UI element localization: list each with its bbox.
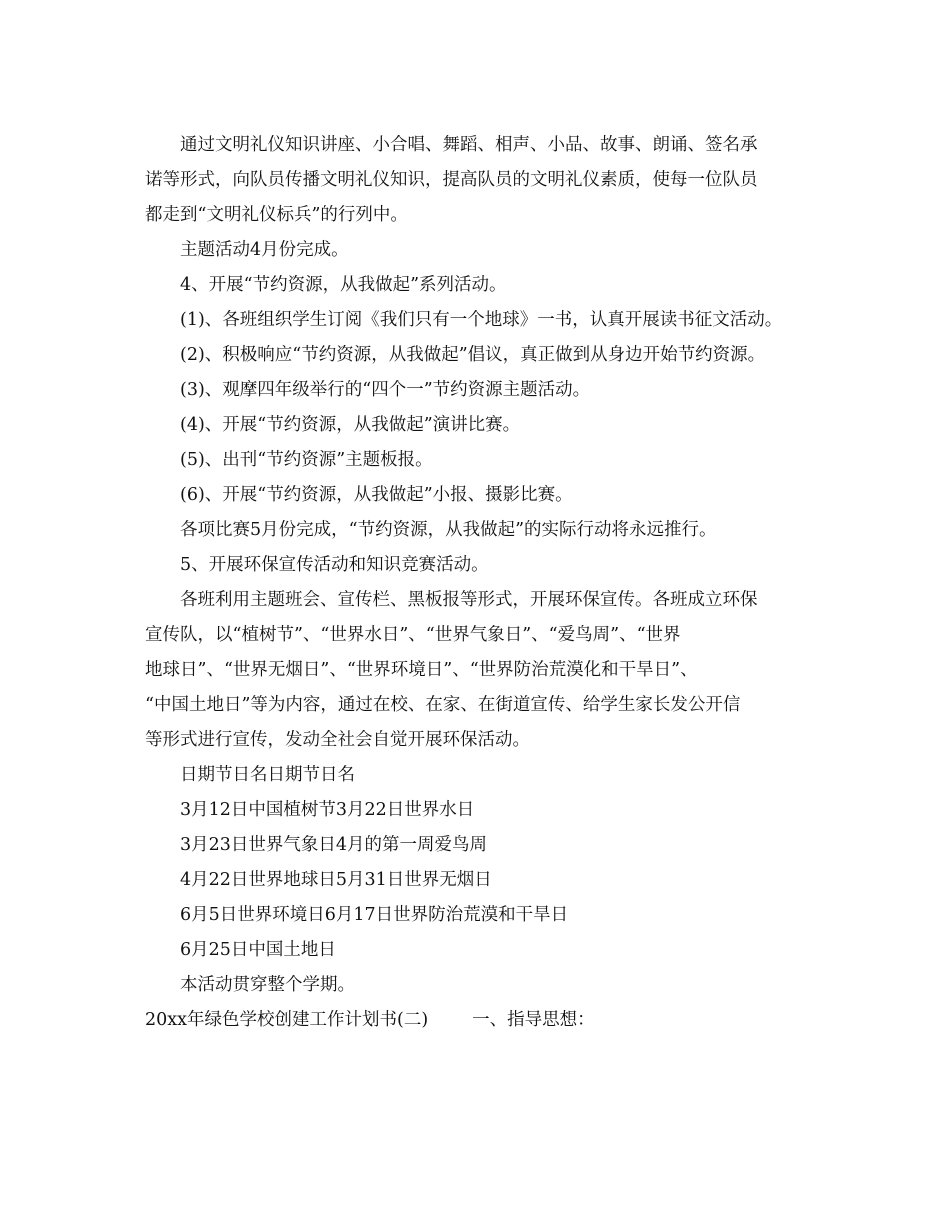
paragraph-line: 4月22日世界地球日5月31日世界无烟日 [180, 870, 492, 890]
festival-table-header [0, 758, 950, 793]
paragraph-line: (3)、观摩四年级举行的“四个一”节约资源主题活动。 [180, 380, 591, 400]
paragraph-line: 3月23日世界气象日4月的第一周爱鸟周 [180, 835, 488, 855]
paragraph-line: 主题活动4月份完成。 [180, 240, 349, 260]
sub-item-3 [0, 373, 950, 408]
festival-row [0, 898, 950, 933]
document-title: 20xx年绿色学校创建工作计划书(二) [145, 1010, 429, 1030]
document-body [0, 128, 950, 1038]
item-5-heading [0, 548, 950, 583]
paragraph-line: 3月12日中国植树节3月22日世界水日 [180, 800, 475, 820]
paragraph-line: 宣传队，以“植树节”、“世界水日”、“世界气象日”、“爱鸟周”、“世界 [145, 625, 681, 645]
paragraph-line: 日期节日名日期节日名 [180, 765, 355, 785]
paragraph-line: 本活动贯穿整个学期。 [180, 975, 355, 995]
paragraph-line: 地球日”、“世界无烟日”、“世界环境日”、“世界防治荒漠化和干旱日”、 [145, 660, 698, 680]
next-document-heading [0, 1003, 950, 1038]
paragraph-line: 都走到“文明礼仪标兵”的行列中。 [145, 205, 408, 225]
paragraph-april-deadline [0, 233, 950, 268]
festival-row [0, 828, 950, 863]
sub-item-1 [0, 303, 950, 338]
sub-item-4 [0, 408, 950, 443]
paragraph-etiquette-activities [0, 128, 950, 233]
paragraph-environmental-publicity [0, 583, 950, 758]
paragraph-line: 等形式进行宣传，发动全社会自觉开展环保活动。 [145, 730, 530, 750]
paragraph-line: (5)、出刊“节约资源”主题板报。 [180, 450, 433, 470]
section-title: 一、指导思想： [472, 1010, 595, 1030]
paragraph-may-deadline [0, 513, 950, 548]
festival-row [0, 933, 950, 968]
heading-line [0, 1003, 950, 1038]
paragraph-line: 6月25日中国土地日 [180, 940, 336, 960]
sub-item-2 [0, 338, 950, 373]
paragraph-line: (1)、各班组织学生订阅《我们只有一个地球》一书，认真开展读书征文活动。 [180, 310, 783, 330]
paragraph-line: (4)、开展“节约资源，从我做起”演讲比赛。 [180, 415, 521, 435]
festival-row [0, 863, 950, 898]
item-4-heading [0, 268, 950, 303]
sub-item-6 [0, 478, 950, 513]
paragraph-semester-duration [0, 968, 950, 1003]
paragraph-line: 通过文明礼仪知识讲座、小合唱、舞蹈、相声、小品、故事、朗诵、签名承 [180, 135, 758, 155]
sub-item-5 [0, 443, 950, 478]
paragraph-line: 6月5日世界环境日6月17日世界防治荒漠和干旱日 [180, 905, 569, 925]
paragraph-line: 4、开展“节约资源，从我做起”系列活动。 [180, 275, 507, 295]
paragraph-line: 诺等形式，向队员传播文明礼仪知识，提高队员的文明礼仪素质，使每一位队员 [145, 170, 758, 190]
paragraph-line: 5、开展环保宣传活动和知识竞赛活动。 [180, 555, 489, 575]
festival-row [0, 793, 950, 828]
paragraph-line: 各班利用主题班会、宣传栏、黑板报等形式，开展环保宣传。各班成立环保 [180, 590, 758, 610]
paragraph-line: (6)、开展“节约资源，从我做起”小报、摄影比赛。 [180, 485, 573, 505]
paragraph-line: (2)、积极响应“节约资源，从我做起”倡议，真正做到从身边开始节约资源。 [180, 345, 766, 365]
paragraph-line: “中国土地日”等为内容，通过在校、在家、在街道宣传、给学生家长发公开信 [145, 695, 741, 715]
paragraph-line: 各项比赛5月份完成，“节约资源，从我做起”的实际行动将永远推行。 [180, 520, 717, 540]
